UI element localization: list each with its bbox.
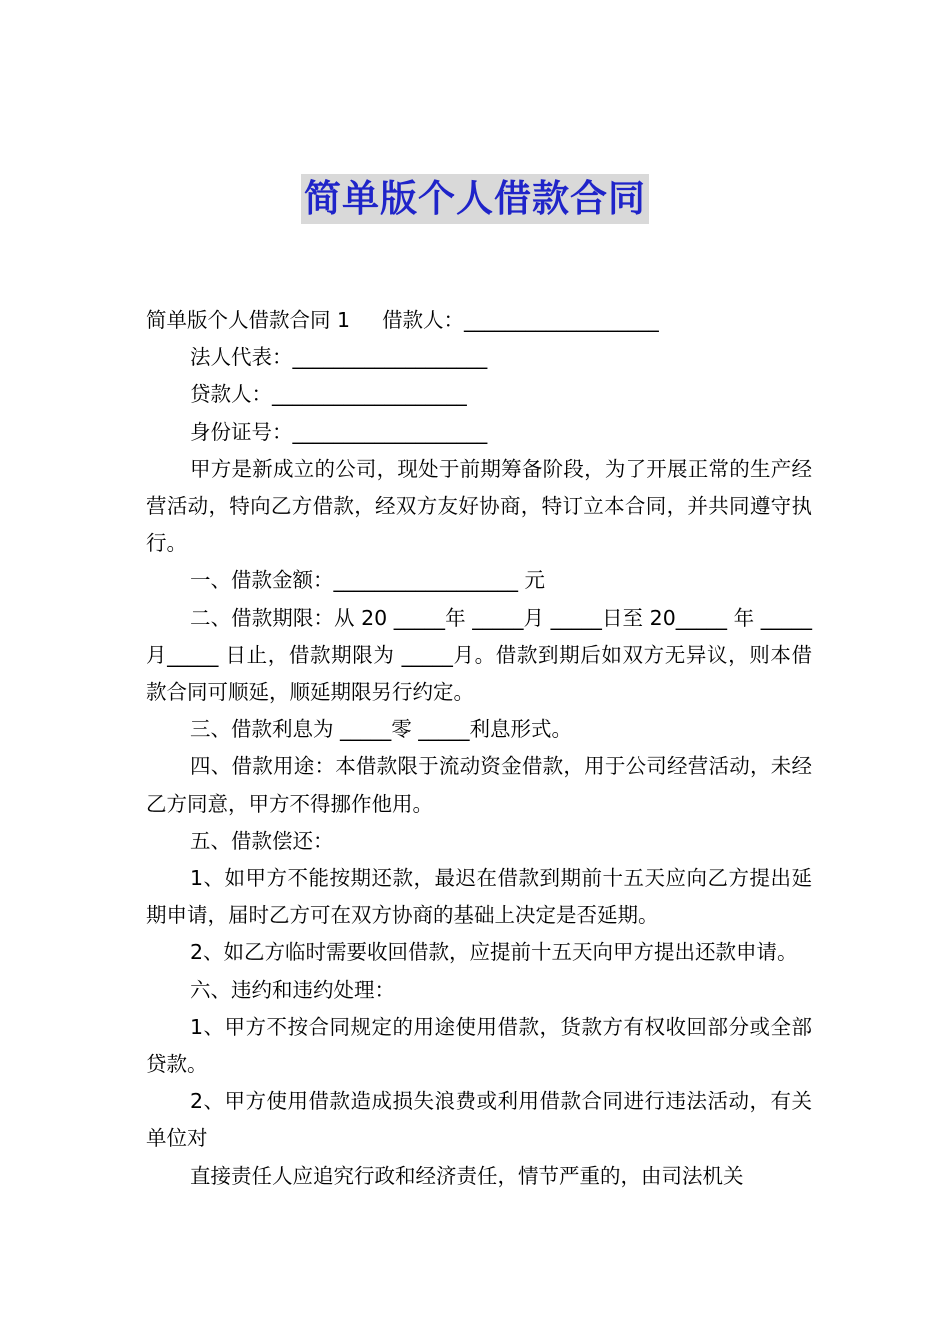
intro-paragraph: 甲方是新成立的公司，现处于前期筹备阶段，为了开展正常的生产经营活动，特向乙方借款，经双方友好协商，特订立本合同，并共同遵守执行。 <box>146 456 812 556</box>
clause-repayment-2: 2、如乙方临时需要收回借款，应提前十五天向甲方提出还款申请。 <box>190 940 798 965</box>
id-number-field: 身份证号：___________________ <box>190 419 488 444</box>
borrower-field: 借款人：___________________ <box>382 308 659 332</box>
clause-amount: 一、借款金额：__________________ 元 <box>190 568 546 593</box>
clause-breach-2: 2、甲方使用借款造成损失浪费或利用借款合同进行违法活动，有关单位对 <box>146 1089 812 1151</box>
heading-line <box>146 302 812 339</box>
clause-breach-3: 直接责任人应追究行政和经济责任，情节严重的，由司法机关 <box>190 1163 744 1188</box>
lender-field: 贷款人：___________________ <box>190 382 467 407</box>
document-body <box>146 302 812 1195</box>
clause-breach-1: 1、甲方不按合同规定的用途使用借款，货款方有权收回部分或全部贷款。 <box>146 1014 812 1077</box>
clause-breach: 六、违约和违约处理： <box>190 977 395 1002</box>
clause-interest: 三、借款利息为 _____零 _____利息形式。 <box>190 717 573 742</box>
contract-number: 简单版个人借款合同 1 <box>146 308 351 332</box>
document-title: 简单版个人借款合同 <box>301 174 649 224</box>
clause-purpose: 四、借款用途：本借款限于流动资金借款，用于公司经营活动，未经乙方同意，甲方不得挪作他用。 <box>146 754 812 816</box>
clause-repayment: 五、借款偿还： <box>190 828 334 853</box>
legal-rep-field: 法人代表：___________________ <box>190 345 488 370</box>
clause-term: 二、借款期限：从 20 _____年 _____月 _____日至 20_____ 年 _____月_____ 日止，借款期限为 _____月。借款到期后如双方无异议，则本借款合同可顺延，顺延期限另行约定。 <box>146 605 812 705</box>
clause-repayment-1: 1、如甲方不能按期还款，最迟在借款到期前十五天应向乙方提出延期申请，届时乙方可在双方协商的基础上决定是否延期。 <box>146 866 812 928</box>
title-container <box>0 174 950 224</box>
